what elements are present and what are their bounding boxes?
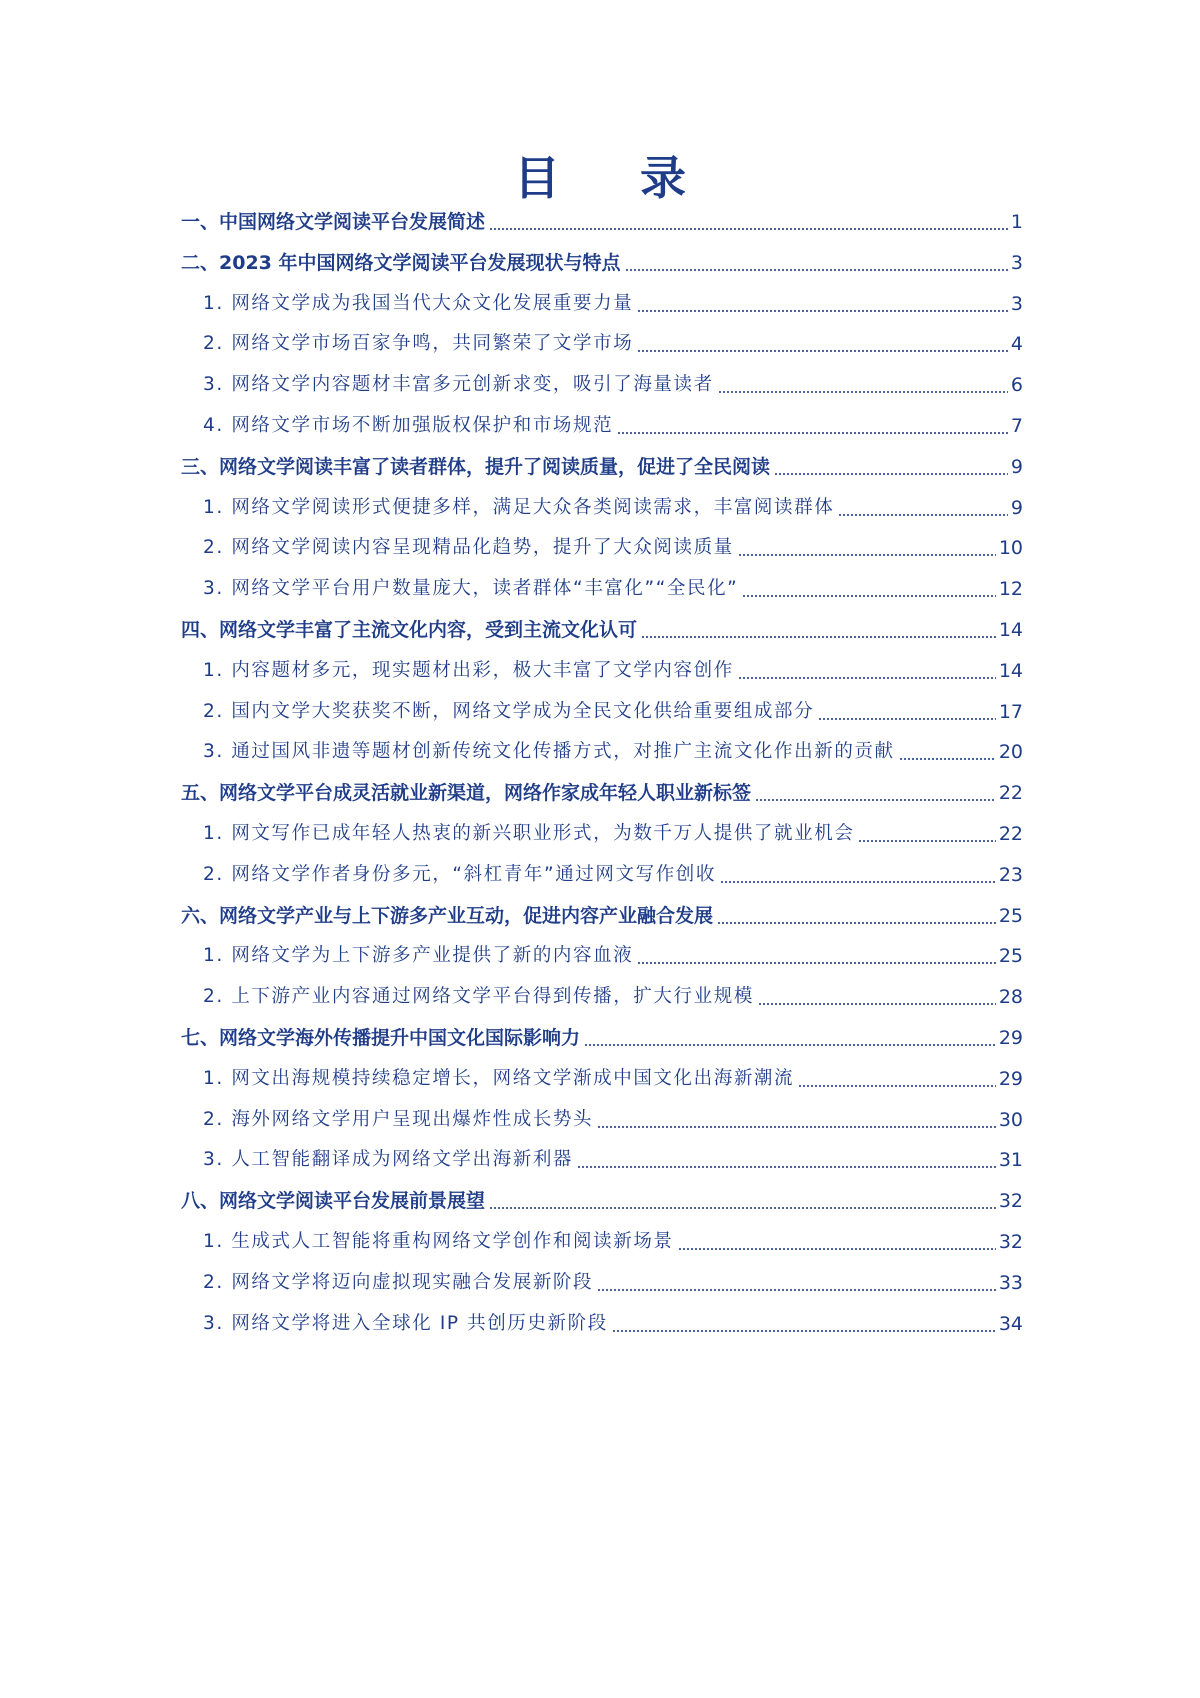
dot-leader bbox=[738, 554, 996, 556]
toc-entry-text: 2. 海外网络文学用户呈现出爆炸性成长势头 bbox=[203, 1109, 594, 1130]
toc-page-number: 7 bbox=[1010, 415, 1023, 437]
dot-leader bbox=[489, 228, 1008, 230]
toc-entry-text: 六、网络文学产业与上下游多产业互动，促进内容产业融合发展 bbox=[181, 905, 714, 927]
dot-leader bbox=[625, 269, 1008, 271]
toc-section-entry[interactable] bbox=[203, 818, 1023, 848]
dot-leader bbox=[597, 1126, 996, 1128]
toc-section-entry[interactable] bbox=[203, 696, 1023, 726]
toc-entry-text: 1. 网文出海规模持续稳定增长，网络文学渐成中国文化出海新潮流 bbox=[203, 1068, 795, 1089]
dot-leader bbox=[899, 758, 996, 760]
toc-entry-text: 3. 人工智能翻译成为网络文学出海新利器 bbox=[203, 1149, 574, 1170]
dot-leader bbox=[577, 1166, 996, 1168]
toc-entry-text: 2. 网络文学阅读内容呈现精品化趋势，提升了大众阅读质量 bbox=[203, 537, 734, 558]
toc-section-entry[interactable] bbox=[203, 1063, 1023, 1093]
toc-page-number: 4 bbox=[1010, 333, 1023, 355]
toc-page-number: 12 bbox=[998, 578, 1023, 600]
toc-page-number: 31 bbox=[998, 1149, 1023, 1171]
dot-leader bbox=[742, 595, 995, 597]
toc-chapter-entry[interactable] bbox=[181, 1022, 1023, 1052]
toc-entry-text: 1. 网文写作已成年轻人热衷的新兴职业形式，为数千万人提供了就业机会 bbox=[203, 823, 855, 844]
toc-page-number: 6 bbox=[1010, 374, 1023, 396]
toc-entry-text: 2. 国内文学大奖获奖不断，网络文学成为全民文化供给重要组成部分 bbox=[203, 701, 815, 722]
dot-leader bbox=[718, 391, 1008, 393]
toc-chapter-entry[interactable] bbox=[181, 900, 1023, 930]
toc-page-number: 34 bbox=[998, 1313, 1023, 1335]
toc-chapter-entry[interactable] bbox=[181, 247, 1023, 277]
toc-page-number: 9 bbox=[1010, 497, 1023, 519]
toc-title: 目 录 bbox=[513, 151, 718, 205]
toc-entry-text: 2. 网络文学市场百家争鸣，共同繁荣了文学市场 bbox=[203, 333, 634, 354]
dot-leader bbox=[617, 432, 1008, 434]
toc-entry-text: 1. 网络文学成为我国当代大众文化发展重要力量 bbox=[203, 293, 634, 314]
toc-page-number: 29 bbox=[998, 1068, 1023, 1090]
toc-entry-text: 2. 网络文学将迈向虚拟现实融合发展新阶段 bbox=[203, 1272, 594, 1293]
toc-page-number: 30 bbox=[998, 1109, 1023, 1131]
toc-page-number: 23 bbox=[998, 864, 1023, 886]
toc-section-entry[interactable] bbox=[203, 492, 1023, 522]
toc-entry-text: 4. 网络文学市场不断加强版权保护和市场规范 bbox=[203, 415, 614, 436]
toc-section-entry[interactable] bbox=[203, 328, 1023, 358]
dot-leader bbox=[720, 881, 996, 883]
toc-section-entry[interactable] bbox=[203, 410, 1023, 440]
toc-chapter-entry[interactable] bbox=[181, 206, 1023, 236]
dot-leader bbox=[612, 1330, 996, 1332]
dot-leader bbox=[858, 840, 995, 842]
toc-page-number: 10 bbox=[998, 537, 1023, 559]
toc-page-number: 3 bbox=[1010, 252, 1023, 274]
toc-entry-text: 四、网络文学丰富了主流文化内容，受到主流文化认可 bbox=[181, 619, 638, 641]
toc-entry-text: 1. 生成式人工智能将重构网络文学创作和阅读新场景 bbox=[203, 1231, 674, 1252]
toc-section-entry[interactable] bbox=[203, 655, 1023, 685]
dot-leader bbox=[717, 922, 996, 924]
toc-entry-text: 1. 内容题材多元，现实题材出彩，极大丰富了文学内容创作 bbox=[203, 660, 734, 681]
toc-page-number: 14 bbox=[998, 619, 1023, 641]
toc-entry-text: 五、网络文学平台成灵活就业新渠道，网络作家成年轻人职业新标签 bbox=[181, 782, 752, 804]
dot-leader bbox=[584, 1044, 996, 1046]
toc-page-number: 32 bbox=[998, 1231, 1023, 1253]
dot-leader bbox=[798, 1085, 996, 1087]
dot-leader bbox=[597, 1289, 996, 1291]
toc-page-number: 14 bbox=[998, 660, 1023, 682]
dot-leader bbox=[637, 350, 1008, 352]
toc-page-number: 22 bbox=[998, 782, 1023, 804]
toc-entry-text: 3. 网络文学平台用户数量庞大，读者群体“丰富化”“全民化” bbox=[203, 578, 739, 599]
toc-entry-text: 1. 网络文学阅读形式便捷多样，满足大众各类阅读需求，丰富阅读群体 bbox=[203, 497, 835, 518]
dot-leader bbox=[637, 962, 995, 964]
toc-entry-text: 2. 上下游产业内容通过网络文学平台得到传播，扩大行业规模 bbox=[203, 986, 754, 1007]
toc-entry-text: 八、网络文学阅读平台发展前景展望 bbox=[181, 1190, 486, 1212]
toc-entry-text: 三、网络文学阅读丰富了读者群体，提升了阅读质量，促进了全民阅读 bbox=[181, 456, 771, 478]
toc-chapter-entry[interactable] bbox=[181, 1185, 1023, 1215]
toc-page-number: 28 bbox=[998, 986, 1023, 1008]
dot-leader bbox=[641, 636, 996, 638]
toc-section-entry[interactable] bbox=[203, 736, 1023, 766]
toc-page-number: 3 bbox=[1010, 293, 1023, 315]
toc-chapter-entry[interactable] bbox=[181, 614, 1023, 644]
toc-section-entry[interactable] bbox=[203, 1267, 1023, 1297]
toc-section-entry[interactable] bbox=[203, 1104, 1023, 1134]
toc-entry-text: 3. 网络文学内容题材丰富多元创新求变，吸引了海量读者 bbox=[203, 374, 714, 395]
toc-section-entry[interactable] bbox=[203, 859, 1023, 889]
toc-chapter-entry[interactable] bbox=[181, 451, 1023, 481]
toc-entry-text: 2. 网络文学作者身份多元，“斜杠青年”通过网文写作创收 bbox=[203, 864, 717, 885]
toc-entry-text: 3. 通过国风非遗等题材创新传统文化传播方式，对推广主流文化作出新的贡献 bbox=[203, 741, 895, 762]
dot-leader bbox=[637, 310, 1008, 312]
toc-page-number: 20 bbox=[998, 741, 1023, 763]
toc-section-entry[interactable] bbox=[203, 940, 1023, 970]
dot-leader bbox=[818, 718, 996, 720]
toc-page-number: 22 bbox=[998, 823, 1023, 845]
toc-section-entry[interactable] bbox=[203, 573, 1023, 603]
toc-entry-text: 二、2023 年中国网络文学阅读平台发展现状与特点 bbox=[181, 252, 621, 274]
dot-leader bbox=[774, 473, 1008, 475]
toc-page-number: 29 bbox=[998, 1027, 1023, 1049]
dot-leader bbox=[755, 799, 996, 801]
toc-page-number: 33 bbox=[998, 1272, 1023, 1294]
toc-entry-text: 七、网络文学海外传播提升中国文化国际影响力 bbox=[181, 1027, 581, 1049]
toc-page-number: 9 bbox=[1010, 456, 1023, 478]
toc-entry-text: 1. 网络文学为上下游多产业提供了新的内容血液 bbox=[203, 945, 634, 966]
dot-leader bbox=[489, 1207, 996, 1209]
toc-page-number: 25 bbox=[998, 905, 1023, 927]
toc-page-number: 25 bbox=[998, 945, 1023, 967]
toc-section-entry[interactable] bbox=[203, 1144, 1023, 1174]
toc-section-entry[interactable] bbox=[203, 532, 1023, 562]
toc-section-entry[interactable] bbox=[203, 369, 1023, 399]
toc-section-entry[interactable] bbox=[203, 1226, 1023, 1256]
toc-page-number: 1 bbox=[1010, 211, 1023, 233]
dot-leader bbox=[758, 1003, 996, 1005]
dot-leader bbox=[738, 677, 996, 679]
dot-leader bbox=[838, 514, 1008, 516]
toc-section-entry[interactable] bbox=[203, 288, 1023, 318]
toc-entry-text: 3. 网络文学将进入全球化 IP 共创历史新阶段 bbox=[203, 1313, 608, 1334]
dot-leader bbox=[678, 1248, 996, 1250]
toc-entry-text: 一、中国网络文学阅读平台发展简述 bbox=[181, 211, 486, 233]
toc-chapter-entry[interactable] bbox=[181, 777, 1023, 807]
toc-section-entry[interactable] bbox=[203, 1308, 1023, 1338]
toc-page-number: 17 bbox=[998, 701, 1023, 723]
toc-page-number: 32 bbox=[998, 1190, 1023, 1212]
toc-section-entry[interactable] bbox=[203, 981, 1023, 1011]
